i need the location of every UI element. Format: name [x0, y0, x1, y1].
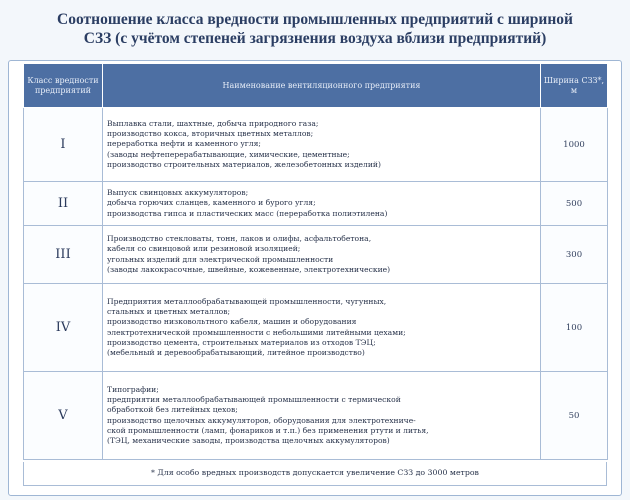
description-cell: [103, 226, 541, 284]
description-line: обработкой без литейных цехов;: [107, 405, 238, 415]
description-line: Выпуск свинцовых аккумуляторов;: [107, 188, 249, 198]
description-line: (заводы нефтеперерабатывающие, химические, цементные;: [107, 149, 350, 159]
width-cell: 1000: [541, 108, 608, 182]
width-cell: 50: [541, 372, 608, 460]
title-line-2: СЗЗ (с учётом степеней загрязнения воздуха вблизи предприятий): [83, 30, 547, 47]
description-line: предприятия металлообрабатывающей промышленности с термической: [107, 395, 401, 405]
table-row: [24, 372, 608, 460]
width-cell: 500: [541, 182, 608, 226]
table-row: [24, 108, 608, 182]
class-cell: IV: [24, 284, 103, 372]
width-cell: 300: [541, 226, 608, 284]
sanitary-zone-table: [23, 63, 608, 460]
description-line: электротехнической промышленности с небольшими литейными цехами;: [107, 327, 406, 337]
description-cell: [103, 284, 541, 372]
description-line: угольных изделий для электрической промышленности: [107, 254, 334, 264]
description-cell: [103, 372, 541, 460]
description-line: производство низковольтного кабеля, машин и оборудования: [107, 317, 357, 327]
class-cell: I: [24, 108, 103, 182]
description-line: Типографии;: [107, 385, 159, 395]
description-line: производство кокса, вторичных цветных металлов;: [107, 129, 314, 139]
title-line-1: Соотношение класса вредности промышленных предприятий с шириной: [57, 11, 573, 28]
page-title: [0, 10, 630, 48]
table-row: [24, 182, 608, 226]
class-cell: II: [24, 182, 103, 226]
description-line: Производство стекловаты, тонн, лаков и олифы, асфальтобетона,: [107, 234, 372, 244]
description-line: производство строительных материалов, железобетонных изделий): [107, 159, 381, 169]
header-width: Ширина СЗЗ*, м: [541, 64, 608, 108]
description-line: добыча горючих сланцев, каменного и бурого угля;: [107, 198, 316, 208]
description-line: стальных и цветных металлов;: [107, 307, 231, 317]
description-line: переработка нефти и каменного угля;: [107, 139, 261, 149]
description-line: (ТЭЦ, механические заводы, производства щелочных аккумуляторов): [107, 435, 390, 445]
table-row: [24, 226, 608, 284]
description-line: производство щелочных аккумуляторов, оборудования для электротехниче-: [107, 415, 416, 425]
description-line: Выплавка стали, шахтные, добыча природного газа;: [107, 119, 319, 129]
description-line: производство цемента, строительных материалов из отходов ТЭЦ;: [107, 337, 376, 347]
class-cell: III: [24, 226, 103, 284]
description-line: кабеля со свинцовой или резиновой изоляцией;: [107, 244, 301, 254]
header-name: Наименование вентиляционного предприятия: [103, 64, 541, 108]
table-footnote: * Для особо вредных производств допускается увеличение СЗЗ до 3000 метров: [23, 462, 607, 486]
description-cell: [103, 108, 541, 182]
description-line: (мебельный и деревообрабатывающий, литейное производство): [107, 347, 365, 357]
description-line: Предприятия металлообрабатывающей промышленности, чугунных,: [107, 297, 387, 307]
description-cell: [103, 182, 541, 226]
class-cell: V: [24, 372, 103, 460]
width-cell: 100: [541, 284, 608, 372]
description-line: ской промышленности (ламп, фонариков и т.п.) без применения ртути и литья,: [107, 425, 429, 435]
description-line: производства гипса и пластических масс (переработка полиэтилена): [107, 208, 388, 218]
header-class: Класс вредности предприятий: [24, 64, 103, 108]
description-line: (заводы лакокрасочные, швейные, кожевенные, электротехнические): [107, 264, 391, 274]
table-header-row: [24, 64, 608, 108]
table-row: [24, 284, 608, 372]
